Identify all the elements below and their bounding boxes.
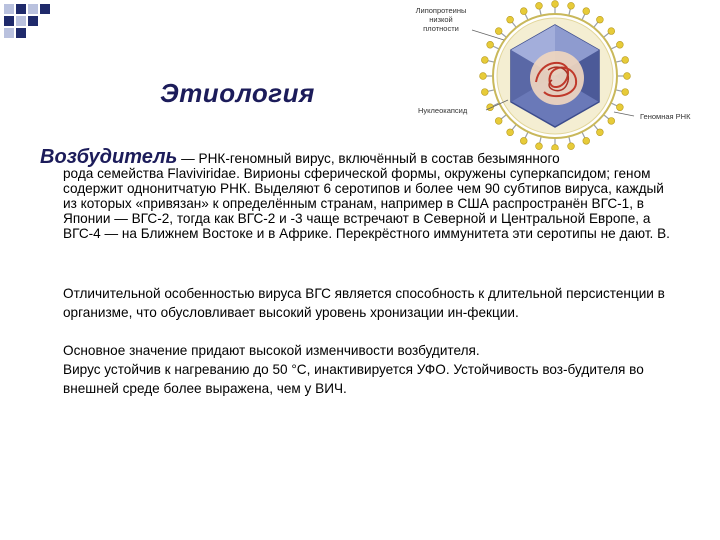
decor-square bbox=[4, 16, 14, 26]
pathogen-term: Возбудитель bbox=[40, 146, 178, 168]
virus-figure bbox=[400, 0, 720, 150]
envelope-spike-knob bbox=[495, 28, 502, 35]
envelope-spike-knob bbox=[480, 73, 487, 80]
envelope-spike-knob bbox=[583, 8, 590, 15]
pathogen-lead-line bbox=[40, 146, 680, 168]
variability-paragraph: Основное значение придают высокой изменчивости возбудителя. bbox=[63, 343, 480, 358]
envelope-spike-knob bbox=[520, 137, 527, 144]
pathogen-paragraph bbox=[40, 146, 680, 241]
slide-title: Этиология bbox=[160, 78, 315, 108]
envelope-spike-knob bbox=[552, 1, 559, 8]
envelope-spike-knob bbox=[520, 8, 527, 15]
decor-square bbox=[28, 4, 38, 14]
persistence-paragraph: Отличительной особенностью вируса ВГС является способность к длительной персистенции в организме, что обусловливает высокий уровень хронизации ин-фекции. bbox=[63, 286, 665, 320]
stability-paragraph: Вирус устойчив к нагреванию до 50 °С, инактивируется УФО. Устойчивость воз-будителя во внешней среде более выражена, чем у ВИЧ. bbox=[63, 362, 644, 396]
envelope-spike-knob bbox=[622, 89, 629, 96]
envelope-spike-knob bbox=[481, 89, 488, 96]
envelope-spike-knob bbox=[536, 2, 543, 9]
pathogen-description: рода семейства Flaviviridae. Вирионы сферической формы, окружены суперкапсидом; геном содержит однонитчатую РНК. Выделяют 6 серотипов и более чем 90 субтипов вируса, каждый из которых «привязан» к определённым странам, например в США распространён ВГС-1, в Японии — ВГС-2, тогда как ВГС-2 и -3 чаще встречают в Северной и Центральной Европе, а ВГС-4 — на Ближнем Востоке и в Африке. Перекрёстного иммунитета эти серотипы не дают. В. bbox=[63, 166, 670, 241]
envelope-spike-knob bbox=[622, 57, 629, 64]
decor-square bbox=[16, 16, 26, 26]
decor-square bbox=[4, 28, 14, 38]
corner-decoration bbox=[0, 0, 62, 44]
envelope-spike-knob bbox=[624, 73, 631, 80]
envelope-spike-knob bbox=[568, 2, 575, 9]
envelope-spike-knob bbox=[507, 16, 514, 23]
pathogen-lead-rest: — РНК-геномный вирус, включённый в состав безымянного bbox=[177, 151, 560, 166]
envelope-spike-knob bbox=[481, 57, 488, 64]
envelope-spike-knob bbox=[616, 104, 623, 111]
decor-square bbox=[4, 4, 14, 14]
envelope-spike-knob bbox=[608, 28, 615, 35]
decor-square bbox=[40, 4, 50, 14]
envelope-spike-knob bbox=[536, 143, 543, 150]
label-genome-rna: Геномная РНК bbox=[640, 112, 691, 121]
envelope-spike-knob bbox=[596, 129, 603, 136]
envelope-spike-knob bbox=[495, 117, 502, 124]
label-nucleocapsid: Нуклеокапсид bbox=[418, 106, 468, 115]
envelope-spike-knob bbox=[608, 117, 615, 124]
envelope-spike-knob bbox=[487, 41, 494, 48]
decor-square bbox=[28, 16, 38, 26]
envelope-spike-knob bbox=[583, 137, 590, 144]
decor-square bbox=[16, 4, 26, 14]
envelope-spike-knob bbox=[616, 41, 623, 48]
envelope-spike-knob bbox=[507, 129, 514, 136]
envelope-spike-knob bbox=[596, 16, 603, 23]
envelope-spike-knob bbox=[568, 143, 575, 150]
leader-line bbox=[614, 112, 634, 116]
label-lipoproteins: Липопротеины низкой плотности bbox=[415, 6, 467, 33]
decor-square bbox=[16, 28, 26, 38]
